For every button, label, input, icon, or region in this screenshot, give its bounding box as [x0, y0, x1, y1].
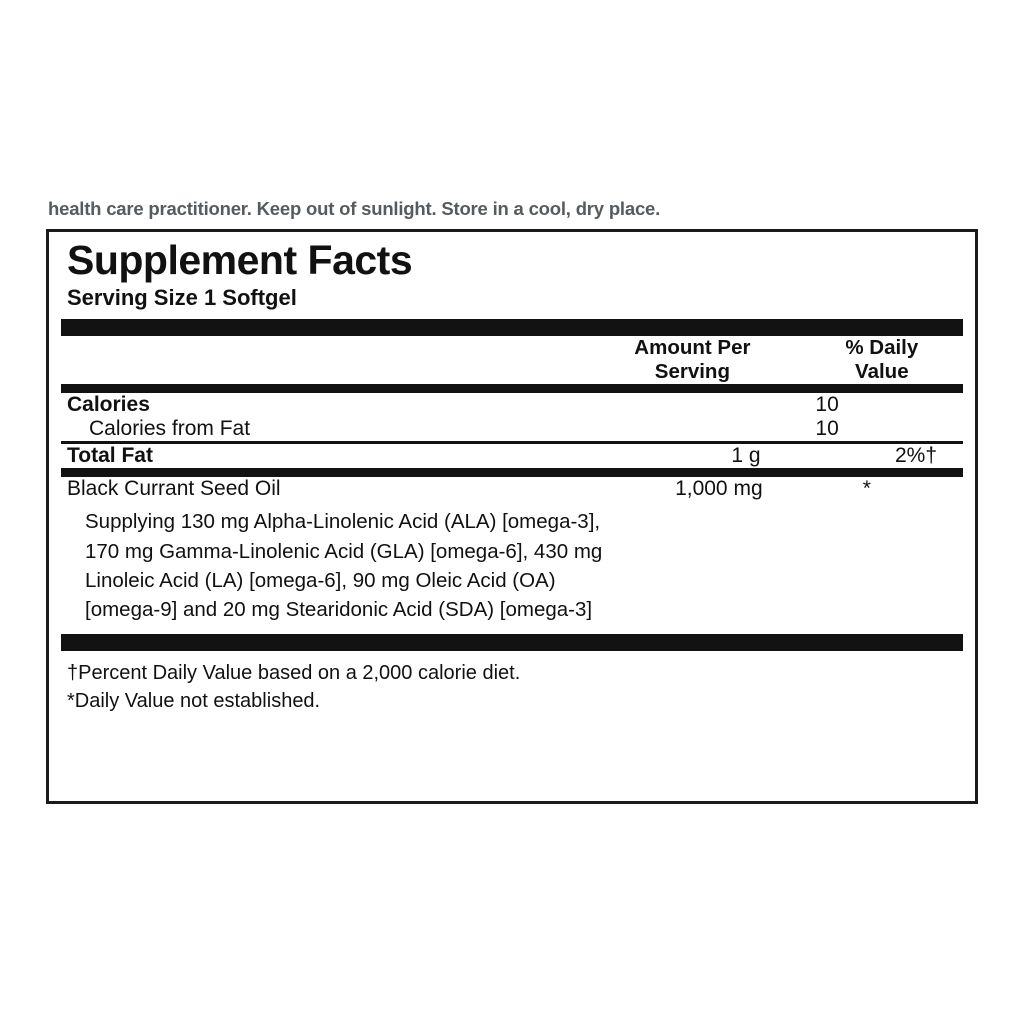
- nutrient-name: Calories: [67, 393, 150, 417]
- table-row: [61, 417, 963, 441]
- header-daily-value: [801, 336, 963, 384]
- header-dv-line2: Value: [855, 360, 909, 384]
- footnotes: [61, 651, 963, 716]
- storage-instructions-text: health care practitioner. Keep out of sunlight. Store in a cool, dry place.: [48, 198, 661, 219]
- nutrient-dv: 2%†: [894, 444, 937, 468]
- total-fat-table: [61, 444, 963, 468]
- header-amount-line2: Serving: [654, 360, 730, 384]
- divider-under-header: [61, 384, 963, 393]
- divider-thick-bottom: [61, 634, 963, 651]
- supplement-facts-title: Supplement Facts: [67, 237, 413, 283]
- ingredient-table: [61, 477, 963, 501]
- ingredient-amount: 1,000 mg: [675, 477, 763, 501]
- nutrient-amount: 10: [815, 417, 839, 441]
- table-row: [61, 477, 963, 501]
- header-blank-cell: [61, 336, 584, 384]
- supplying-details: [61, 501, 963, 625]
- supplying-line-1: Supplying 130 mg Alpha-Linolenic Acid (ALA) [omega-3],: [85, 510, 601, 534]
- supplement-facts-panel: [46, 229, 978, 804]
- footnote-daily-value: †Percent Daily Value based on a 2,000 calorie diet.: [67, 661, 521, 684]
- supplying-line-4: [omega-9] and 20 mg Stearidonic Acid (SDA) [omega-3]: [85, 597, 593, 621]
- divider-under-total-fat: [61, 468, 963, 477]
- nutrients-table: [61, 393, 963, 441]
- divider-thick-top: [61, 319, 963, 336]
- table-row: [61, 393, 963, 417]
- footnote-not-established: *Daily Value not established.: [67, 690, 321, 713]
- supplying-line-3: Linoleic Acid (LA) [omega-6], 90 mg Oleic Acid (OA): [85, 568, 556, 592]
- serving-size-text: Serving Size 1 Softgel: [67, 285, 297, 311]
- header-dv-line1: % Daily: [845, 336, 919, 360]
- table-header-row: [61, 336, 963, 384]
- nutrient-dv: [879, 417, 963, 441]
- nutrient-amount: 1 g: [731, 444, 761, 468]
- ingredient-name: Black Currant Seed Oil: [67, 477, 281, 501]
- nutrient-dv: [879, 393, 963, 417]
- header-amount-line1: Amount Per: [634, 336, 751, 360]
- nutrient-name: Calories from Fat: [89, 417, 251, 441]
- nutrient-name: Total Fat: [67, 444, 153, 468]
- panel-inner: [61, 238, 963, 716]
- facts-table: [61, 336, 963, 384]
- nutrient-amount: 10: [815, 393, 839, 417]
- table-row: [61, 444, 963, 468]
- supplying-line-2: 170 mg Gamma-Linolenic Acid (GLA) [omega-6], 430 mg: [85, 539, 603, 563]
- header-amount-per-serving: [584, 336, 800, 384]
- ingredient-dv: *: [862, 477, 871, 501]
